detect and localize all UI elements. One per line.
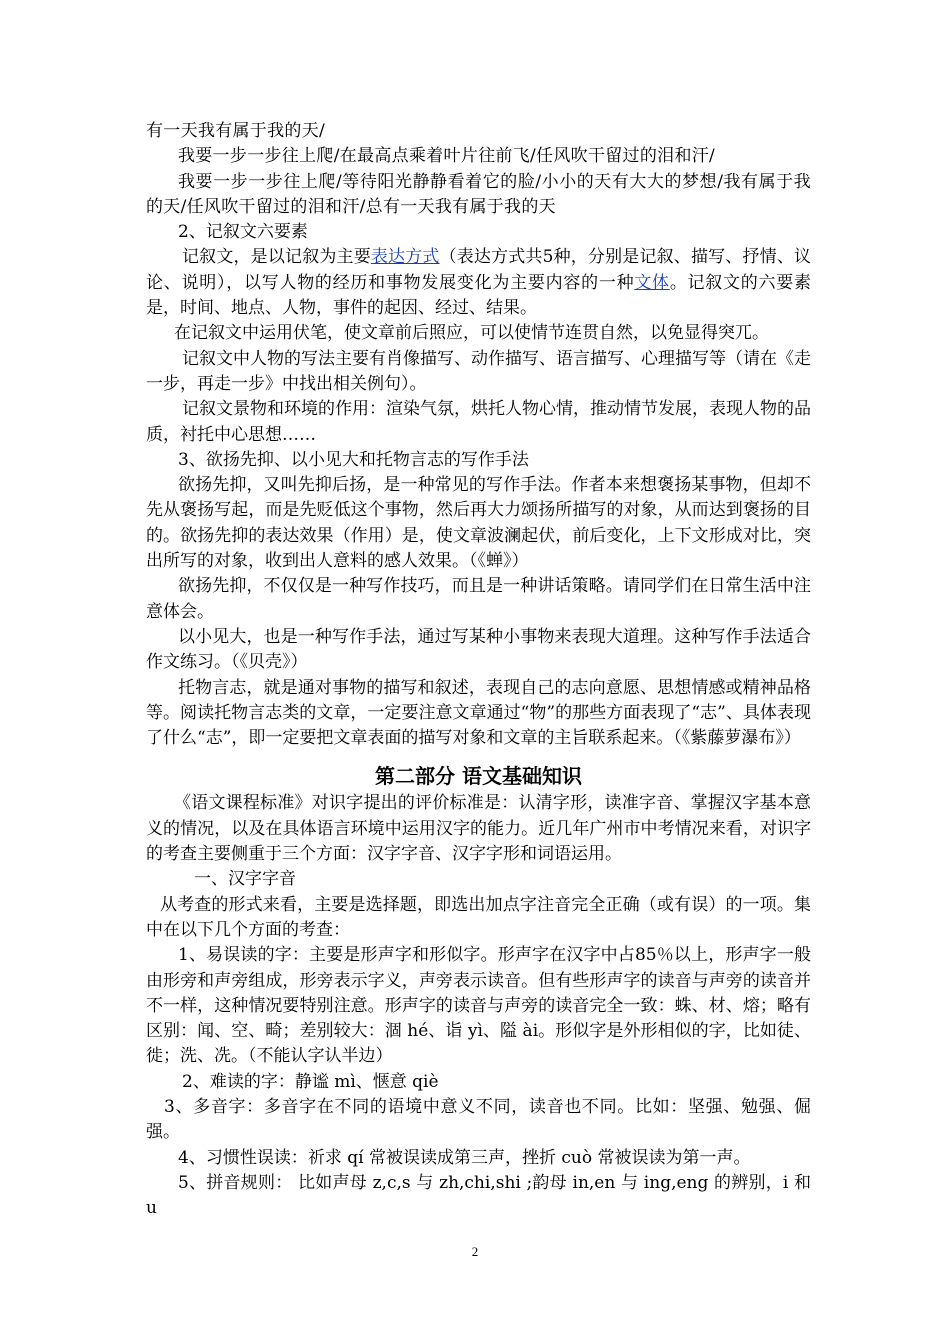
text-run: 从考查的形式来看，主要是选择题，即选出加点字注音完全正确（或有误）的一项。集中在以下几个方面的考查： [146,894,811,940]
text-run: （表达方式共5种，分别是记叙、描写、抒情、议论、说明），以写人物的经历和事物发展变化为主要内容的一种 [146,247,811,293]
text-run: 记叙文，是以记叙为主要 [182,247,371,268]
text-run: 3、欲扬先抑、以小见大和托物言志的写作手法 [178,449,529,470]
paragraph [146,448,811,473]
text-run: 记叙文景物和环境的作用：渲染气氛，烘托人物心情，推动情节发展，表现人物的品质，衬托中心思想…… [146,399,811,445]
text-run: 4、习惯性误读：祈求 qí 常被误读成第三声，挫折 cuò 常被误读为第一声。 [178,1147,751,1168]
hyperlink[interactable]: 表达方式 [370,247,440,268]
text-run: 我要一步一步往上爬/等待阳光静静看着它的脸/小小的天有大大的梦想/我有属于我的天/任风吹干留过的泪和汗/总有一天我有属于我的天 [146,171,811,217]
text-run: 5、拼音规则： 比如声母 z,c,s 与 zh,chi,shi ;韵母 in,en 与 ing,eng 的辨别，i 和 u [146,1172,811,1219]
text-run: 托物言志，就是通对事物的描写和叙述，表现自己的志向意愿、思想情感或精神品格等。阅读托物言志类的文章，一定要注意文章通过“物”的那些方面表现了“志”、具体表现了什么“志”，即一定要把文章表面的描写对象和文章的主旨联系起来。（《紫藤萝瀑布》） [146,677,811,749]
text-run: 以小见大，也是一种写作手法，通过写某种小事物来表现大道理。这种写作手法适合作文练习。（《贝壳》） [146,626,811,673]
paragraph [146,144,811,169]
text-run: 在记叙文中运用伏笔，使文章前后照应，可以使情节连贯自然，以免显得突兀。 [174,323,769,344]
paragraph [146,1171,811,1222]
text-run: 2、难读的字：静谧 mì、惬意 qiè [182,1071,439,1092]
text-run: 《语文课程标准》对识字提出的评价标准是：认清字形，读准字音、掌握汉字基本意义的情况，以及在具体语言环境中运用汉字的能力。近几年广州市中考情况来看，对识字的考查主要侧重于三个方面：汉字字音、汉字字形和词语运用。 [146,793,811,865]
text-run: 一、汉字字音 [194,869,296,890]
text-run: 1、易误读的字：主要是形声字和形似字。形声字在汉字中占85％以上，形声字一般由形旁和声旁组成，形旁表示字义，声旁表示读音。但有些形声字的读音与声旁的读音并不一样，这种情况要特别注意。形声字的读音与声旁的读音完全一致：蛛、材、熔；略有区别：闻、空、畸；差别较大：涸 hé、诣 yì、隘 ài。形似字是外形相似的字，比如徒、徙；洗、冼。（不能认字认半边） [146,945,811,1067]
paragraph [146,943,811,1069]
paragraph [146,1146,811,1171]
paragraph [146,574,811,625]
text-run: 记叙文中人物的写法主要有肖像描写、动作描写、语言描写、心理描写等（请在《走一步，再走一步》中找出相关例句）。 [146,348,811,394]
text-run: 。记叙文的六要素是，时间、地点、人物，事件的起因、经过、结果。 [146,272,812,319]
text-run: 我要一步一步往上爬/在最高点乘着叶片往前飞/任风吹干留过的泪和汗/ [178,146,716,167]
paragraph [146,791,811,867]
paragraph [146,625,811,676]
paragraph [146,170,811,221]
text-run: 3、多音字：多音字在不同的语境中意义不同，读音也不同。比如：坚强、勉强、倔强。 [146,1096,811,1143]
section-heading: 第二部分 语文基础知识 [375,764,582,789]
text-run: 欲扬先抑，又叫先抑后扬，是一种常见的写作手法。作者本来想褒扬某事物，但却不先从褒扬写起，而是先贬低这个事物，然后再大力颂扬所描写的对象，从而达到褒扬的目的。欲扬先抑的表达效果（作用）是，使文章波澜起伏，前后变化，上下文形成对比，突出所写的对象，收到出人意料的感人效果。（《蝉》） [146,475,811,572]
paragraph [146,347,811,398]
paragraph [146,867,811,892]
paragraph [146,245,811,321]
paragraph [146,1095,811,1146]
paragraph [146,473,811,574]
paragraph [146,397,811,448]
paragraph [146,220,811,245]
paragraph [146,676,811,752]
page-number: 2 [471,1244,479,1259]
document-body [146,119,811,1221]
text-run: 2、记叙文六要素 [178,222,308,243]
paragraph [146,1070,811,1095]
hyperlink[interactable]: 文体 [634,272,670,293]
paragraph [146,893,811,944]
text-run: 有一天我有属于我的天/ [146,121,326,141]
text-run: 欲扬先抑，不仅仅是一种写作技巧，而且是一种讲话策略。请同学们在日常生活中注意体会。 [146,576,811,622]
paragraph [146,321,811,346]
paragraph [146,119,811,144]
